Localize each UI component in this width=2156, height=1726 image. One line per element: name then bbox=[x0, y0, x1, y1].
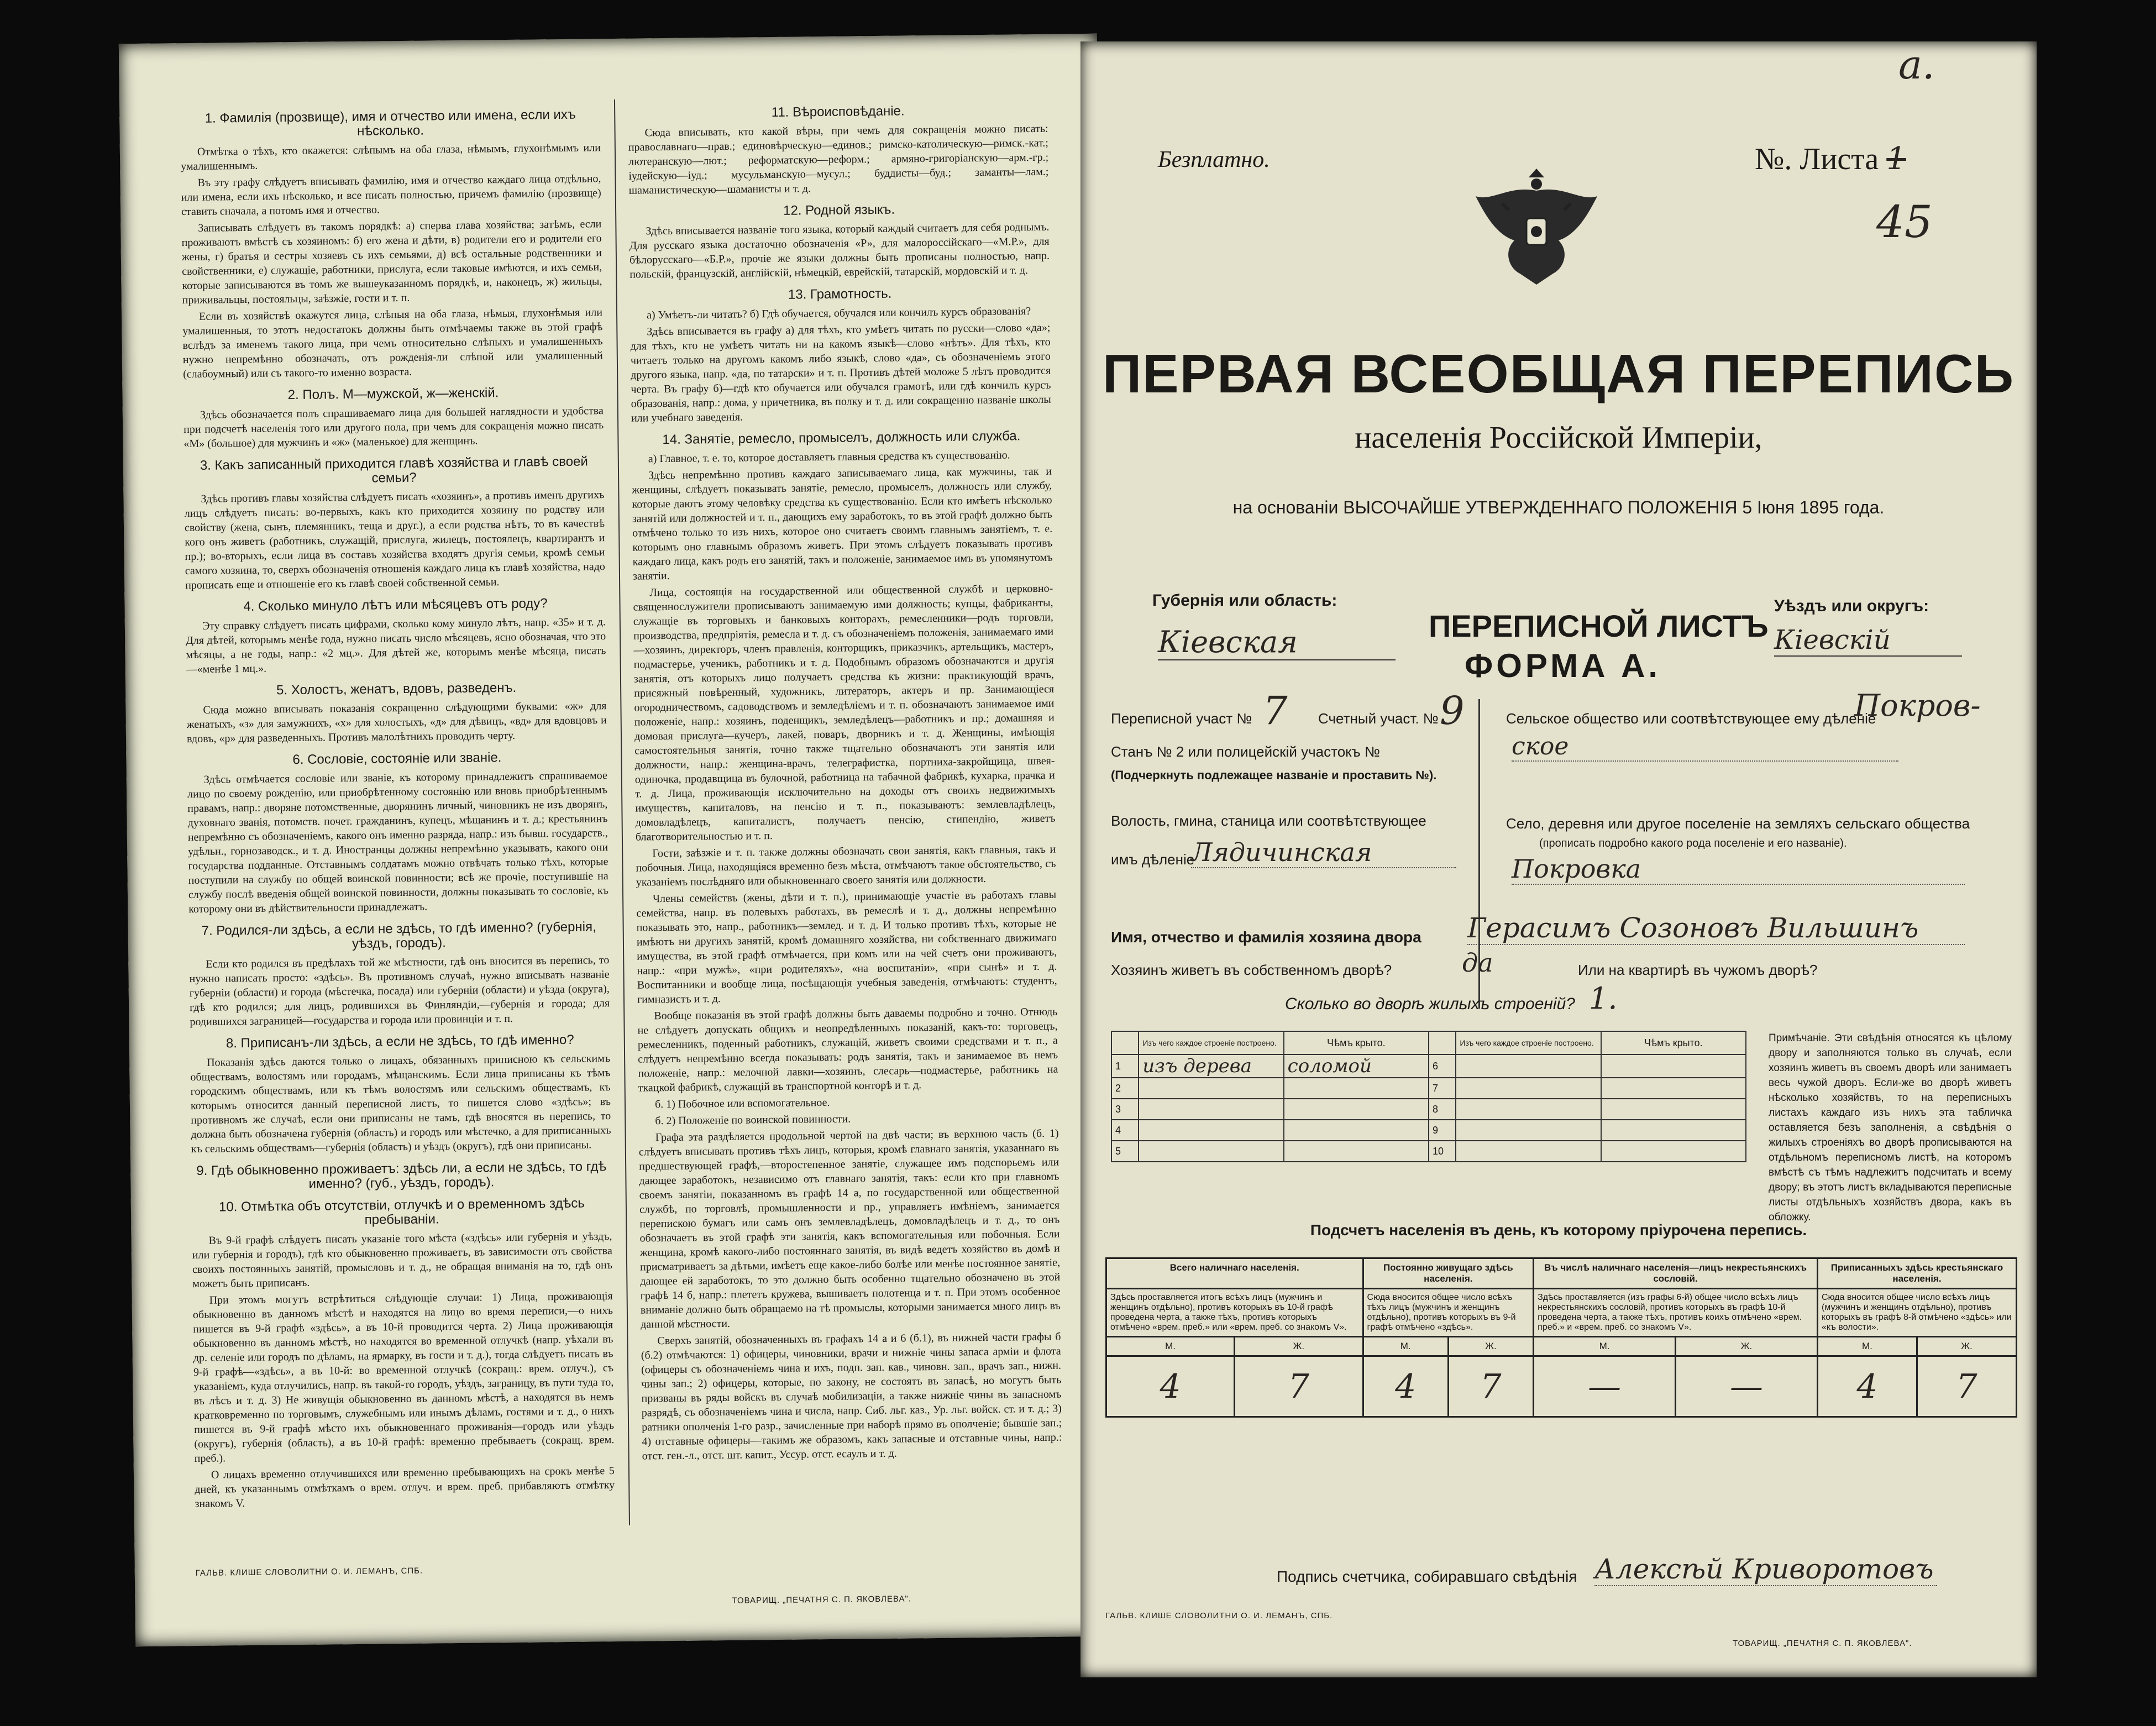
owner-label: Имя, отчество и фамилія хозяина двора bbox=[1111, 928, 1421, 946]
sheet-number-label bbox=[1755, 141, 1906, 177]
building-row-number: 7 bbox=[1429, 1078, 1456, 1099]
form-imprint-right: ТОВАРИЩ. „ПЕЧАТНЯ С. П. ЯКОВЛЕВА". bbox=[1733, 1639, 1912, 1648]
imprint-right: ТОВАРИЩ. „ПЕЧАТНЯ С. П. ЯКОВЛЕВА". bbox=[732, 1594, 912, 1606]
count-value: — bbox=[1534, 1356, 1676, 1417]
building-table bbox=[1111, 1031, 1746, 1162]
instruction-paragraph: Если кто родился въ предѣлахъ той же мѣстности, гдѣ онъ вносится въ перепись, то нужно написать просто: «здѣсь». Въ противномъ случаѣ, нужно вписывать названіе губерніи (области) и города (мѣстечка, посада) или губерніи (области) и уѣзда (округа), гдѣ кто родился; для лицъ, родившихся въ Финляндіи,—губернія и города; для родившихся заграницей—государства и города или провинціи и т. п. bbox=[189, 954, 610, 1029]
village-note: (прописать подробно какого рода поселеніе и его названіе). bbox=[1539, 837, 1847, 849]
instruction-heading: 7. Родился-ли здѣсь, а если не здѣсь, то гдѣ именно? (губернія, уѣздъ, городъ). bbox=[201, 919, 596, 952]
instruction-paragraph: При этомъ могутъ встрѣтиться слѣдующіе случаи: 1) Лица, проживающія обыкновенно въ данномъ мѣстѣ и находятся на лицо во время переписи,—о нихъ пишется въ 9-й графѣ «здѣсь», а въ 10-й проводится черта. 2) Лица проживающія обыкновенно въ данномъ мѣстѣ, но находятся во временной отлучкѣ (напр. уѣхали въ др. селеніе или городъ по дѣламъ, на ярмарку, въ гости и т. д.), тогда слѣдуетъ писать въ 9-й графѣ—«здѣсь», а въ 10-й: во временной отлучкѣ (сокращ.: врем. отлуч.), съ указаніемъ, куда отлучились, напр. въ такой-то городъ, уѣздъ, заграницу, въ пути туда то, въ лѣсъ и т. д. 3) Не живущія обыкновенно въ данномъ мѣстѣ, а находятся въ немъ кратковременно по торговымъ, служебнымъ или инымъ дѣламъ, гостями и т. д., о нихъ пишется въ 9-й графѣ мѣсто ихъ обыкновеннаго проживанія—городъ или уѣздъ (округъ), губернія (область), а въ 10-й графѣ: временно пребываетъ (сокращ. врем. преб.). bbox=[192, 1290, 615, 1465]
district-label: Уѣздъ или округъ: bbox=[1774, 597, 1929, 615]
instruction-paragraph: Здѣсь обозначается полъ спрашиваемаго лица для большей наглядности и удобства при подсчетѣ населенія того или другого пола, при чемъ для сокращенія можно писать «М» (большое) для мужчинъ и «ж» (маленькое) для женщинъ. bbox=[183, 405, 604, 450]
count-district-label: Счетный участ. № bbox=[1318, 710, 1439, 727]
instruction-paragraph: Здѣсь противъ главы хозяйства слѣдуетъ писать «хозяинъ», а противъ именъ другихъ лицъ слѣдуетъ писать: во-первыхъ, какъ кто приходится хозяину по родству или свойству (жена, сынъ, племянникъ, теща и друг.), а если родства нѣтъ, то въ качествѣ кого онъ живетъ (работникъ, служащій, прислуга, жилецъ, постоялецъ, квартирантъ и пр.); во-вторыхъ, если лица въ составъ хозяйства входятъ другія семьи, кромѣ семьи самого хозяина, то, сверхъ обозначенія отношенія каждаго лица къ главѣ хозяйства, надо прописать еще и отношеніе его къ главѣ своей собственной семьи. bbox=[184, 489, 605, 592]
instruction-paragraph: Сюда вписывать, кто какой вѣры, при чемъ для сокращенія можно писать: православнаго—прав.; единовѣрческую—единов.; римско-католическую—римск.-кат.; лютеранскую—лют.; реформатскую—реформ.; армяно-григоріанскую—арм.-гр.; іудейскую—іуд.; мусульманскую—мусул.; буддисты—буд.; заманты—лам.; шаманистическую—шаманисты и т. д. bbox=[628, 122, 1049, 197]
female-column-label: Ж. bbox=[1235, 1337, 1363, 1356]
corner-mark: a. bbox=[1898, 41, 1935, 88]
instruction-paragraph: Въ эту графу слѣдуетъ вписывать фамилію, имя и отчество каждаго лица отдѣльно, или имена, если ихъ нѣсколько, и все писать полностью, причемъ фамилію (прозвище) ставить сначала, а потомъ имя и отчество. bbox=[181, 172, 601, 218]
female-column-label: Ж. bbox=[1676, 1337, 1818, 1356]
instruction-paragraph: Сюда можно вписывать показанія сокращенно слѣдующими буквами: «ж» для женатыхъ, «з» для замужнихъ, «х» для холостыхъ, «д» для дѣвицъ, «вд» для вдовцовъ и вдовъ, «р» для разведенныхъ. Противъ малолѣтнихъ проводить черту. bbox=[186, 700, 607, 746]
instruction-paragraph: Члены семействъ (жены, дѣти и т. п.), принимающіе участіе въ работахъ главы семейства, напр. въ полевыхъ работахъ, въ ремеслѣ и т. д., должны непремѣнно показывать это, напр., работникъ—землед. и т. д. И только противъ тѣхъ, которые не имѣютъ ни другихъ занятій, кромѣ домашняго хозяйства, ни собственнаго движимаго имущества, въ этой графѣ отмѣчается, при комъ или на чей счетъ они проживаютъ, напр.: «при мужѣ», «при родителяхъ», «на воспитаніи», «при сынѣ» и т. д. Воспитанники и вообще лица, посѣщающія учебныя заведенія, отмѣчаютъ: студентъ, гимназистъ и т. д. bbox=[636, 888, 1057, 1006]
instruction-paragraph: а) Умѣетъ-ли читать? б) Гдѣ обучается, обучался или кончилъ курсъ образованія? bbox=[646, 305, 1031, 322]
count-group-description: Сюда вносится общее число всѣхъ лицъ (мужчинъ и женщинъ отдѣльно), противъ которыхъ въ графѣ 8-й отмѣчено «здѣсь» или «къ волости». bbox=[1817, 1289, 2016, 1337]
instruction-paragraph: Здѣсь вписывается названіе того языка, который каждый считаетъ для себя роднымъ. Для русскаго языка достаточно обозначенія «Р», для малороссійскаго—«М.Р.», для бѣлорусскаго—«Б.Р.», прочіе же языки должны быть прописаны полностью, напр. польскій, французскій, англійскій, нѣмецкій, еврейскій, татарскій, мордовскій и т. д. bbox=[629, 221, 1050, 281]
imprint-left: ГАЛЬВ. КЛИШЕ СЛОВОЛИТНИ О. И. ЛЕМАНЪ, СПБ. bbox=[195, 1566, 423, 1578]
building-row bbox=[1111, 1120, 1746, 1141]
instruction-heading: 5. Холостъ, женатъ, вдовъ, разведенъ. bbox=[276, 680, 517, 698]
sheet-number-handwritten: 45 bbox=[1876, 196, 1933, 248]
building-material bbox=[1456, 1120, 1601, 1141]
district-value: Кіевскій bbox=[1774, 625, 1962, 657]
underline-note: (Подчеркнуть подлежащее названіе и проставить №). bbox=[1111, 768, 1437, 782]
enumerator-signature: Алексѣй Криворотовъ bbox=[1594, 1553, 1937, 1586]
instruction-paragraph: Здѣсь отмѣчается сословіе или званіе, къ которому принадлежитъ спрашиваемое лицо по своему рожденію, или приобрѣтенному состоянію или вновь приобрѣтеннымъ правамъ, напр.: дворяне потомственные, дворянинъ личный, чиновникъ не изъ дворянъ, духовнаго званія, потомств. почет. гражданинъ, купецъ, мѣщанинъ и т. д.; крестьянинъ непремѣнно съ обозначеніемъ, какого онъ именно разряда, напр.: изъ бывш. государств., удѣльн., горнозаводск., и т. д. Иностранцы должны непремѣнно указывать, какого они государства подданные. Отставнымъ солдатамъ можно отвѣчать только тѣхъ, которые поступили на службу по общей воинской повинности; всѣ же прочіе, поступившіе на службу послѣ введенія общей воинской повинности, должны показывать то сословіе, къ которому они въ дѣйствительности принадлежатъ. bbox=[187, 769, 609, 916]
instruction-heading: 10. Отмѣтка объ отсутствіи, отлучкѣ и о временномъ здѣсь пребываніи. bbox=[218, 1195, 585, 1227]
instruction-paragraph: б. 1) Побочное или вспомогательное. bbox=[654, 1096, 830, 1111]
sheet-number-crossed: 1 bbox=[1886, 141, 1906, 177]
instruction-heading: 14. Занятіе, ремесло, промыселъ, должность или служба. bbox=[662, 428, 1021, 448]
owner-value: Герасимъ Созоновъ Вильшинъ bbox=[1467, 912, 1965, 945]
society-label: Сельское общество или соотвѣтствующее ему дѣленіе bbox=[1506, 710, 1876, 727]
instruction-paragraph: Здѣсь вписывается въ графу а) для тѣхъ, кто умѣетъ читать по русски—слово «да»; для тѣхъ, кто не умѣетъ читать ни на какомъ языкѣ—слово «нѣтъ». Для тѣхъ, кто читаетъ только на другомъ какомъ либо языкѣ, слово «да», съ обозначеніемъ этого другого языка, напр. «да, по татарски» и т. п. Противъ дѣтей моложе 5 лѣтъ проводится черта. Въ графу б)—гдѣ кто обучается или обучался грамотѣ, или гдѣ кончилъ курсъ образованія, напр.: дома, у причетника, въ полку и т. д. или сокращенно названіе школы или учебнаго заведенія. bbox=[630, 321, 1051, 424]
building-note: Примѣчаніе. Эти свѣдѣнія относятся къ цѣлому двору и заполняются только въ случаѣ, если хозяинъ живетъ въ своемъ дворѣ или занимаетъ весь чужой дворъ. Если-же во дворѣ живетъ нѣсколько хозяйствъ, то на переписныхъ листахъ каждаго изъ нихъ эта табличка оставляется безъ заполненія, а свѣдѣнія о жилыхъ строеніяхъ во дворѣ прописываются на отдѣльномъ переписномъ листѣ, на которомъ вмѣстѣ съ тѣмъ надлежитъ подсчитать и всему двору; въ этотъ листъ вкладываются переписные листы отдѣльныхъ хозяйствъ двора, какъ въ обложку. bbox=[1769, 1032, 2012, 1223]
building-row-number: 4 bbox=[1111, 1120, 1139, 1141]
building-material-header-2: Изъ чего каждое строеніе построено. bbox=[1456, 1031, 1601, 1055]
count-group-description: Сюда вносится общее число всѣхъ тѣхъ лицъ (мужчинъ и женщинъ отдѣльно), противъ которыхъ въ 9-й графѣ отмѣчено «здѣсь». bbox=[1363, 1289, 1534, 1337]
building-roof bbox=[1601, 1055, 1746, 1078]
count-group-description: Здѣсь проставляется (изъ графы 6-й) общее число всѣхъ лицъ некрестьянскихъ сословій, противъ которыхъ въ графѣ 10-й проведена черта, а также тѣхъ, противъ коихъ отмѣчено «врем. преб.» и «врем. преб. со знакомъ V». bbox=[1534, 1289, 1818, 1337]
building-row bbox=[1111, 1055, 1746, 1078]
lives-own-value: да bbox=[1462, 948, 1493, 978]
instruction-heading: 9. Гдѣ обыкновенно проживаетъ: здѣсь ли, а если не здѣсь, то гдѣ именно? (губ., уѣздъ, городъ). bbox=[196, 1159, 607, 1192]
sheet-type: ПЕРЕПИСНОЙ ЛИСТЪ bbox=[1429, 608, 1769, 643]
building-material bbox=[1456, 1078, 1601, 1099]
instructions-column-1 bbox=[180, 99, 615, 1541]
building-row-number: 6 bbox=[1429, 1055, 1456, 1078]
building-row bbox=[1111, 1141, 1746, 1162]
building-row bbox=[1111, 1099, 1746, 1120]
sheet-number-text: №. Листа bbox=[1755, 142, 1879, 176]
building-row-number: 9 bbox=[1429, 1120, 1456, 1141]
male-column-label: М. bbox=[1534, 1337, 1676, 1356]
building-roof bbox=[1601, 1141, 1746, 1162]
male-column-label: М. bbox=[1363, 1337, 1448, 1356]
stan-label: Станъ № 2 или полицейскій участокъ № bbox=[1111, 743, 1380, 760]
instruction-paragraph: Сверхъ занятій, обозначенныхъ въ графахъ 14 а и 6 (б.1), въ нижней части графы б (б.2) отмѣчаются: 1) офицеры, чиновники, врачи и нижніе чины запаса армiи и флота (офицеры съ обозначеніемъ чина и ихъ, подп. зап. кав., чиновн. зап., врачъ зап., нижн. чины зап.; 2) офицеры, которые, по закону, не состоятъ въ запасѣ, но могутъ быть призваны въ ряды войскъ въ случаѣ мобилизаціи, а также нижніе чины въ запасномъ разрядѣ, съ обозначеніемъ чина и числа, напр. Сиб. льг. каз., Ур. льг. войск. ст. и т. д.; 3) ратники ополченія 1-го разр., зачисленные при наборѣ прямо въ ополченіе; бывшіе зап.; 4) отставные офицеры—такимъ же образомъ, какъ запасные и отставные чины, напр.: отст. ген.-л., отст. шт. капит., Уссур. отст. есаулъ и т. д. bbox=[641, 1330, 1062, 1462]
count-value: 4 bbox=[1106, 1356, 1235, 1417]
instruction-paragraph: Въ 9-й графѣ слѣдуетъ писать указаніе того мѣста («здѣсь» или губернія и уѣздъ, или губернія и городъ), гдѣ кто обыкновенно проживаетъ, въ зависимости отъ свойства своихъ постоянныхъ занятій, промысловъ и т. д., не обращая вниманія на то, гдѣ онъ можетъ быть приписанъ. bbox=[192, 1230, 613, 1290]
count-group-header: Всего наличнаго населенія. bbox=[1106, 1258, 1363, 1289]
building-roof bbox=[1601, 1078, 1746, 1099]
count-description-row bbox=[1106, 1289, 2017, 1337]
building-roof-header: Чѣмъ крыто. bbox=[1284, 1031, 1429, 1055]
count-group-header: Въ числѣ наличнаго населенія—лицъ некрестьянскихъ сословій. bbox=[1534, 1258, 1818, 1289]
building-material bbox=[1139, 1141, 1283, 1162]
building-roof bbox=[1601, 1099, 1746, 1120]
instruction-heading: 8. Приписанъ-ли здѣсь, а если не здѣсь, то гдѣ именно? bbox=[225, 1032, 574, 1051]
count-value: 7 bbox=[1235, 1356, 1363, 1417]
building-material-header: Изъ чего каждое строеніе построено. bbox=[1139, 1031, 1283, 1055]
building-row-number: 10 bbox=[1429, 1141, 1456, 1162]
instruction-heading: 12. Родной языкъ. bbox=[783, 202, 895, 218]
male-column-label: М. bbox=[1817, 1337, 1917, 1356]
count-value: 4 bbox=[1363, 1356, 1448, 1417]
volost-label-2: имъ дѣленіе bbox=[1111, 851, 1195, 868]
building-roof bbox=[1284, 1120, 1429, 1141]
building-roof bbox=[1601, 1120, 1746, 1141]
building-roof bbox=[1284, 1078, 1429, 1099]
building-rows bbox=[1111, 1055, 1746, 1162]
building-material bbox=[1456, 1141, 1601, 1162]
province-label: Губернія или область: bbox=[1152, 591, 1337, 610]
lives-own-label: Хозяинъ живетъ въ собственномъ дворѣ? bbox=[1111, 962, 1392, 978]
instruction-paragraph: Записывать слѣдуетъ въ такомъ порядкѣ: а) сперва глава хозяйства; затѣмъ, если проживаютъ вмѣстѣ съ хозяиномъ: б) его жена и дѣти, в) родители его и родители его жены, г) братья и сестры хозяевъ съ ихъ семьями, д) всѣ остальные родственники и свойственники, е) служащіе, работники, прислуга, если таковые имѣются, и ихъ семьи, которые записываются въ томъ же вышеуказанномъ порядкѣ, и, наконецъ, ж) жильцы, приживальцы, постояльцы, заѣзжіе, гости и т. п. bbox=[181, 218, 602, 307]
census-form-page bbox=[1080, 41, 2037, 1677]
form-title: ПЕРВАЯ ВСЕОБЩАЯ ПЕРЕПИСЬ bbox=[1102, 343, 2015, 404]
volost-value: Лядичинская bbox=[1191, 837, 1456, 868]
building-material bbox=[1456, 1055, 1601, 1078]
building-material bbox=[1139, 1078, 1283, 1099]
society-value: Покров- bbox=[1854, 688, 1981, 723]
building-roof bbox=[1284, 1141, 1429, 1162]
instructions-column-2 bbox=[628, 95, 1062, 1492]
building-material bbox=[1456, 1099, 1601, 1120]
count-value: — bbox=[1676, 1356, 1818, 1417]
building-roof-header-2: Чѣмъ крыто. bbox=[1601, 1031, 1746, 1055]
census-district-value: 7 bbox=[1263, 688, 1288, 733]
province-value: Кіевская bbox=[1158, 625, 1396, 660]
instruction-heading: 13. Грамотность. bbox=[788, 286, 892, 302]
instruction-heading: 2. Полъ. М—мужской, ж—женскій. bbox=[287, 385, 499, 403]
form-basis: на основаніи ВЫСОЧАЙШЕ УТВЕРЖДЕННАГО ПОЛОЖЕНІЯ 5 Іюня 1895 года. bbox=[1232, 497, 1885, 517]
building-roof bbox=[1284, 1099, 1429, 1120]
instruction-paragraph: Лица, состоящія на государственной или общественной службѣ и церковно-священнослужители прописываютъ занимаемую ими должность; купцы, фабриканты, служащіе въ торговыхъ и банковыхъ конторахъ, ремесленники—родъ торговли, производства, предпріятія, ремесла и т. д. съ обозначеніемъ положенія, занимаемаго ими—хозяинъ, директоръ, членъ правленія, конторщикъ, приказчикъ, артельщикъ, мастеръ, подмастерье, ученикъ, работникъ и т. д. Подобнымъ образомъ обозначаются и другія занятія, отъ которыхъ лицо получаетъ средства къ жизни: практикующій врачъ, присяжный повѣренный, художникъ, литераторъ, актеръ и пр. Занимающіеся огородничествомъ, садоводствомъ и земледѣліемъ и т. п. обозначаютъ занимаемое ими положеніе, напр.: хозяинъ, поденщикъ, земледѣлецъ—работникъ и пр.; домашняя и домовая прислуга—кучеръ, лакей, поваръ, дворникъ и т. д. Женщины, имѣющія самостоятельныя занятія, точно также тщательно обозначаютъ эти занятія или должности, напр.: женщина-врачъ, телеграфистка, портниха-закройщица, швея-одиночка, продавщица въ булочной, работница на табачной фабрикѣ, кухарка, прачка и т. д. Лица, проживающія исключительно на доходы отъ своихъ недвижимыхъ имуществъ, капиталовъ, на пенсію и т. п., показываютъ: землевладѣлецъ, домовладѣлецъ, капиталистъ, получаетъ пенсію, стипендію, живетъ благотворительностью и т. п. bbox=[633, 582, 1056, 843]
apartment-label: Или на квартирѣ въ чужомъ дворѣ? bbox=[1578, 962, 1818, 978]
instructions-page bbox=[119, 34, 1114, 1646]
instruction-heading: 6. Сословіе, состояніе или званіе. bbox=[292, 750, 502, 768]
building-material bbox=[1139, 1120, 1283, 1141]
count-title: Подсчетъ населенія въ день, къ которому пріурочена перепись. bbox=[1310, 1221, 1807, 1239]
instruction-paragraph: О лицахъ временно отлучившихся или временно пребывающихъ на срокъ менѣе 5 дней, къ указаннымъ отмѣткамъ о врем. отлуч. и врем. преб. прибавляютъ отмѣтку знакомъ V. bbox=[195, 1465, 615, 1510]
society-value-cont: ское bbox=[1512, 732, 1898, 762]
building-row-number: 2 bbox=[1111, 1078, 1139, 1099]
count-value: 7 bbox=[1448, 1356, 1533, 1417]
instruction-paragraph: Здѣсь непремѣнно противъ каждаго записываемаго лица, как мужчины, так и женщины, слѣдуетъ показывать занятіе, ремесло, промыселъ, должность или службу, которые даютъ этому человѣку средства къ существованію. Если кто имѣетъ нѣсколько занятій или должностей и т. п., дающихъ ему заработокъ, то въ этой графѣ должно быть отмѣчено только то изъ нихъ, которое оно считаетъ своимъ главнымъ занятіемъ, т. е. которымъ оно главнымъ образомъ живетъ. При этомъ слѣдуетъ показывать противъ каждаго лица, какъ родъ его занятій, такъ и положеніе, занимаемое имъ въ упомянутомъ занятіи. bbox=[632, 465, 1053, 583]
female-column-label: Ж. bbox=[1448, 1337, 1533, 1356]
instruction-paragraph: Отмѣтка о тѣхъ, кто окажется: слѣпымъ на оба глаза, нѣмымъ, глухонѣмымъ или умалишеннымъ. bbox=[181, 141, 601, 173]
building-row-number: 1 bbox=[1111, 1055, 1139, 1078]
instruction-heading: 1. Фамилія (прозвище), имя и отчество или имена, если ихъ нѣсколько. bbox=[204, 107, 576, 139]
signature-label: Подпись счетчика, собиравшаго свѣдѣнія bbox=[1277, 1568, 1577, 1585]
free-label: Безплатно. bbox=[1158, 147, 1270, 172]
instruction-paragraph: б. 2) Положеніе по воинской повинности. bbox=[655, 1113, 851, 1127]
count-district-value: 9 bbox=[1440, 688, 1465, 733]
count-value: 4 bbox=[1817, 1356, 1917, 1417]
count-header-row bbox=[1106, 1258, 2017, 1289]
buildings-label: Сколько во дворѣ жилыхъ строеній? bbox=[1285, 995, 1575, 1013]
instruction-paragraph: Графа эта раздѣляется продольной чертой на двѣ части; въ верхнюю часть (б. 1) слѣдуетъ вписывать противъ тѣхъ лицъ, которыя, кромѣ главнаго занятія, указаннаго въ предшествующей графѣ,—второстепенное занятіе, служащее имъ подспорьемъ или дающее заработокъ, независимо отъ главнаго занятія, такъ: если кто при главномъ своемъ занятіи, показанномъ въ графѣ 14 а, по государственной или общественной службѣ, по торговлѣ, промышленности и пр., управляетъ имѣніемъ, занимается перепискою бумагъ или самъ онъ землевладѣлецъ, домовладѣлецъ и т. д., то онъ обозначаетъ въ этой графѣ эти занятія, какъ вспомогательныя или побочныя. Если женщина, кромѣ какого-либо постояннаго занятія, въ видѣ ведетъ хозяйство въ домѣ и присматриваетъ за дѣтьми, имѣетъ еще какое-либо болѣе или менѣе постоянное занятіе, дающее ей заработокъ, то это должно быть особенно тщательно обозначено въ этой графѣ 14 б, напр.: плететъ кружева, вышиваетъ полотенца и т. п. При этомъ особенное вниманіе должно быть обращаемо на тѣ промыслы, которыми занимается много лицъ въ данной мѣстности. bbox=[638, 1127, 1061, 1331]
form-subtitle: населенія Россійской Имперіи, bbox=[1355, 421, 1762, 455]
female-column-label: Ж. bbox=[1917, 1337, 2016, 1356]
count-group-header: Постоянно живущаго здѣсь населенія. bbox=[1363, 1258, 1534, 1289]
form-imprint-left: ГАЛЬВ. КЛИШЕ СЛОВОЛИТНИ О. И. ЛЕМАНЪ, СПБ. bbox=[1105, 1611, 1333, 1620]
buildings-value: 1. bbox=[1589, 981, 1618, 1016]
count-values-row bbox=[1106, 1356, 2017, 1417]
building-material: изъ дерева bbox=[1139, 1055, 1283, 1078]
instruction-paragraph: Если въ хозяйствѣ окажутся лица, слѣпыя на оба глаза, нѣмыя, глухонѣмыя или умалишенныя, то этотъ недостатокъ должны быть отмѣчаемы также въ этой графѣ вслѣдъ за именемъ такого лица, при чемъ относительно слѣпыхъ и умалишенныхъ нужно непремѣнно обозначать, отъ рожденія-ли слѣпой или умалишенный (слабоумный) или съ такого-то именно возраста. bbox=[182, 306, 603, 381]
instruction-paragraph: Показанія здѣсь даются только о лицахъ, обязанныхъ приписною къ сельскимъ обществамъ, волостямъ или городамъ, мѣщанскимъ. Если лица приписаны къ тѣмъ городскимъ обществамъ, или къ тѣмъ волостямъ или сельскимъ обществамъ, къ которымъ относится данный переписной листъ, то пишется слово «здѣсь»; въ противномъ же случаѣ, если они приписаны не тамъ, гдѣ вносятся въ перепись, то должна быть обозначена губернія (область) и городъ или мѣстечко, а для приписанныхъ къ сельскимъ обществамъ—губернія (область) и уѣздъ (округъ), гдѣ они приписаны. bbox=[190, 1052, 611, 1156]
count-gender-row bbox=[1106, 1337, 2017, 1356]
instruction-paragraph: Гости, заѣзжіе и т. п. также должны обозначать свои занятія, какъ главныя, такъ и побочныя. Лица, находящіяся временно безъ мѣста, отмѣчаютъ такое обстоятельство, съ указаніемъ послѣдняго или обыкновеннаго своего занятія или должности. bbox=[636, 843, 1056, 889]
male-column-label: М. bbox=[1106, 1337, 1235, 1356]
instruction-paragraph: Вообще показанія въ этой графѣ должны быть даваемы подробно и точно. Отнюдь не слѣдуетъ допускать общихъ и неопредѣленныхъ показаній, какъ-то: торговецъ, ремесленникъ, поденный работникъ, служащій, живетъ своими средствами и т. п., а слѣдуетъ непремѣнно всегда показывать: родъ занятія, такъ и занимаемое въ немъ положеніе, напр.: мелочной лавки—хозяинъ, слесарь—подмастерье, работникъ на ткацкой фабрикѣ, служащій въ транспортной конторѣ и т. д. bbox=[637, 1005, 1058, 1094]
imperial-eagle-emblem-icon bbox=[1470, 158, 1603, 296]
population-count-table bbox=[1105, 1257, 2017, 1418]
building-row-number: 5 bbox=[1111, 1141, 1139, 1162]
building-row bbox=[1111, 1078, 1746, 1099]
building-row-number: 8 bbox=[1429, 1099, 1456, 1120]
instruction-paragraph: Эту справку слѣдуетъ писать цифрами, сколько кому минуло лѣтъ, напр. «35» и т. д. Для дѣтей, которымъ менѣе года, нужно писать число мѣсяцевъ, ясно обозначая, что это мѣсяцы, а не годы, напр.: «2 мц.». Для дѣтей же, которымъ менѣе мѣсяца, писать—«менѣе 1 мц.». bbox=[186, 616, 606, 676]
building-row-number: 3 bbox=[1111, 1099, 1139, 1120]
building-roof: соломой bbox=[1284, 1055, 1429, 1078]
village-value: Покровка bbox=[1512, 854, 1965, 885]
village-label: Село, деревня или другое поселеніе на земляхъ сельскаго общества bbox=[1506, 815, 1970, 832]
census-district-label: Переписной участ № bbox=[1111, 710, 1252, 727]
instruction-heading: 3. Какъ записанный приходится главѣ хозяйства и главѣ своей семьи? bbox=[200, 454, 588, 486]
instruction-paragraph: а) Главное, т. е. то, которое доставляетъ главныя средства къ существованію. bbox=[648, 449, 1010, 465]
building-material bbox=[1139, 1099, 1283, 1120]
instruction-heading: 11. Вѣроисповѣданіе. bbox=[771, 103, 905, 120]
form-letter: ФОРМА А. bbox=[1465, 647, 1661, 684]
volost-label: Волость, гмина, станица или соотвѣтствующее bbox=[1111, 812, 1426, 829]
count-group-description: Здѣсь проставляется итогъ всѣхъ лицъ (мужчинъ и женщинъ отдѣльно), противъ которыхъ въ 10-й графѣ проведена черта, а также тѣхъ, противъ которыхъ отмѣчено «врем. преб.» или «врем. преб. со знакомъ V». bbox=[1106, 1289, 1363, 1337]
column-divider bbox=[614, 99, 630, 1525]
count-value: 7 bbox=[1917, 1356, 2016, 1417]
count-group-header: Приписанныхъ здѣсь крестьянскаго населенія. bbox=[1817, 1258, 2016, 1289]
instruction-heading: 4. Сколько минуло лѣтъ или мѣсяцевъ отъ роду? bbox=[243, 596, 548, 615]
